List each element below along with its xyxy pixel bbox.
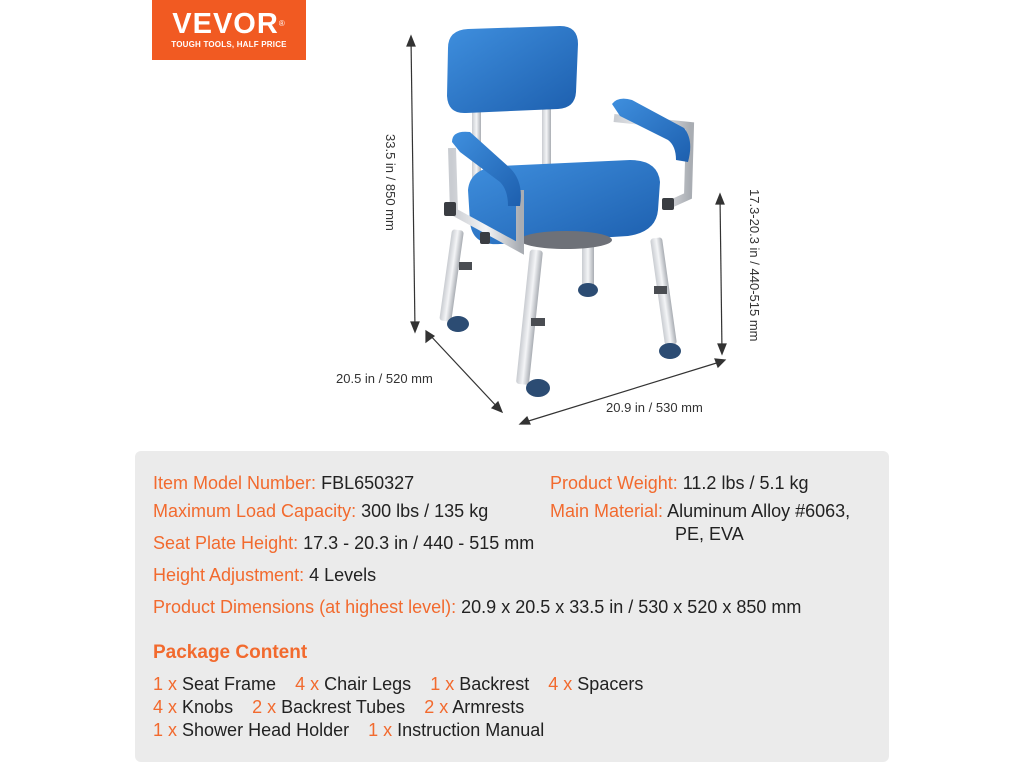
chair-legs (439, 228, 681, 397)
spec-dimensions (153, 596, 801, 618)
spec-material-continued (675, 523, 744, 545)
depth-dimension-label: 20.5 in / 520 mm (336, 371, 433, 386)
backrest (447, 26, 578, 113)
spec-weight-value: 11.2 lbs / 5.1 kg (682, 473, 809, 493)
package-item: 4 x Chair Legs (295, 674, 412, 694)
package-item: 2 x Armrests (424, 697, 525, 717)
spec-load (153, 500, 488, 522)
spec-seat-height (153, 532, 534, 554)
spec-model-value: FBL650327 (321, 473, 415, 493)
seat-height-dimension-label: 17.3-20.3 in / 440-515 mm (747, 189, 762, 342)
spec-material (550, 500, 850, 522)
spec-dims-value: 20.9 x 20.5 x 33.5 in / 530 x 520 x 850 mm (461, 597, 802, 617)
package-item: 1 x Shower Head Holder (153, 720, 350, 740)
spec-dims-label: Product Dimensions (at highest level): (153, 597, 457, 617)
package-content-title: Package Content (153, 642, 308, 663)
spec-material-value-1: Aluminum Alloy #6063, (667, 501, 851, 521)
height-dimension-label: 33.5 in / 850 mm (383, 134, 398, 231)
spec-adjust-value: 4 Levels (309, 565, 377, 585)
spec-material-label: Main Material: (550, 501, 664, 521)
package-item: 4 x Spacers (548, 674, 644, 694)
spec-material-value-2: PE, EVA (675, 524, 744, 544)
logo-tagline: TOUGH TOOLS, HALF PRICE (171, 40, 287, 49)
package-item: 1 x Instruction Manual (368, 720, 545, 740)
spec-load-label: Maximum Load Capacity: (153, 501, 357, 521)
package-row-2 (153, 697, 538, 718)
specification-panel (135, 451, 889, 762)
package-row-3 (153, 720, 558, 741)
spec-weight (550, 472, 809, 494)
spec-seat-label: Seat Plate Height: (153, 533, 299, 553)
package-row-1 (153, 674, 657, 695)
spec-weight-label: Product Weight: (550, 473, 678, 493)
logo-brand: VEVOR (172, 8, 279, 40)
logo-trademark: ® (278, 19, 286, 28)
spec-model (153, 472, 414, 494)
package-item: 1 x Backrest (430, 674, 530, 694)
spec-adjust-label: Height Adjustment: (153, 565, 305, 585)
package-item: 4 x Knobs (153, 697, 234, 717)
spec-load-value: 300 lbs / 135 kg (361, 501, 489, 521)
spec-seat-value: 17.3 - 20.3 in / 440 - 515 mm (303, 533, 535, 553)
spec-height-adjustment (153, 564, 376, 586)
spec-model-label: Item Model Number: (153, 473, 317, 493)
package-item: 1 x Seat Frame (153, 674, 277, 694)
width-dimension-label: 20.9 in / 530 mm (606, 400, 703, 415)
package-item: 2 x Backrest Tubes (252, 697, 406, 717)
